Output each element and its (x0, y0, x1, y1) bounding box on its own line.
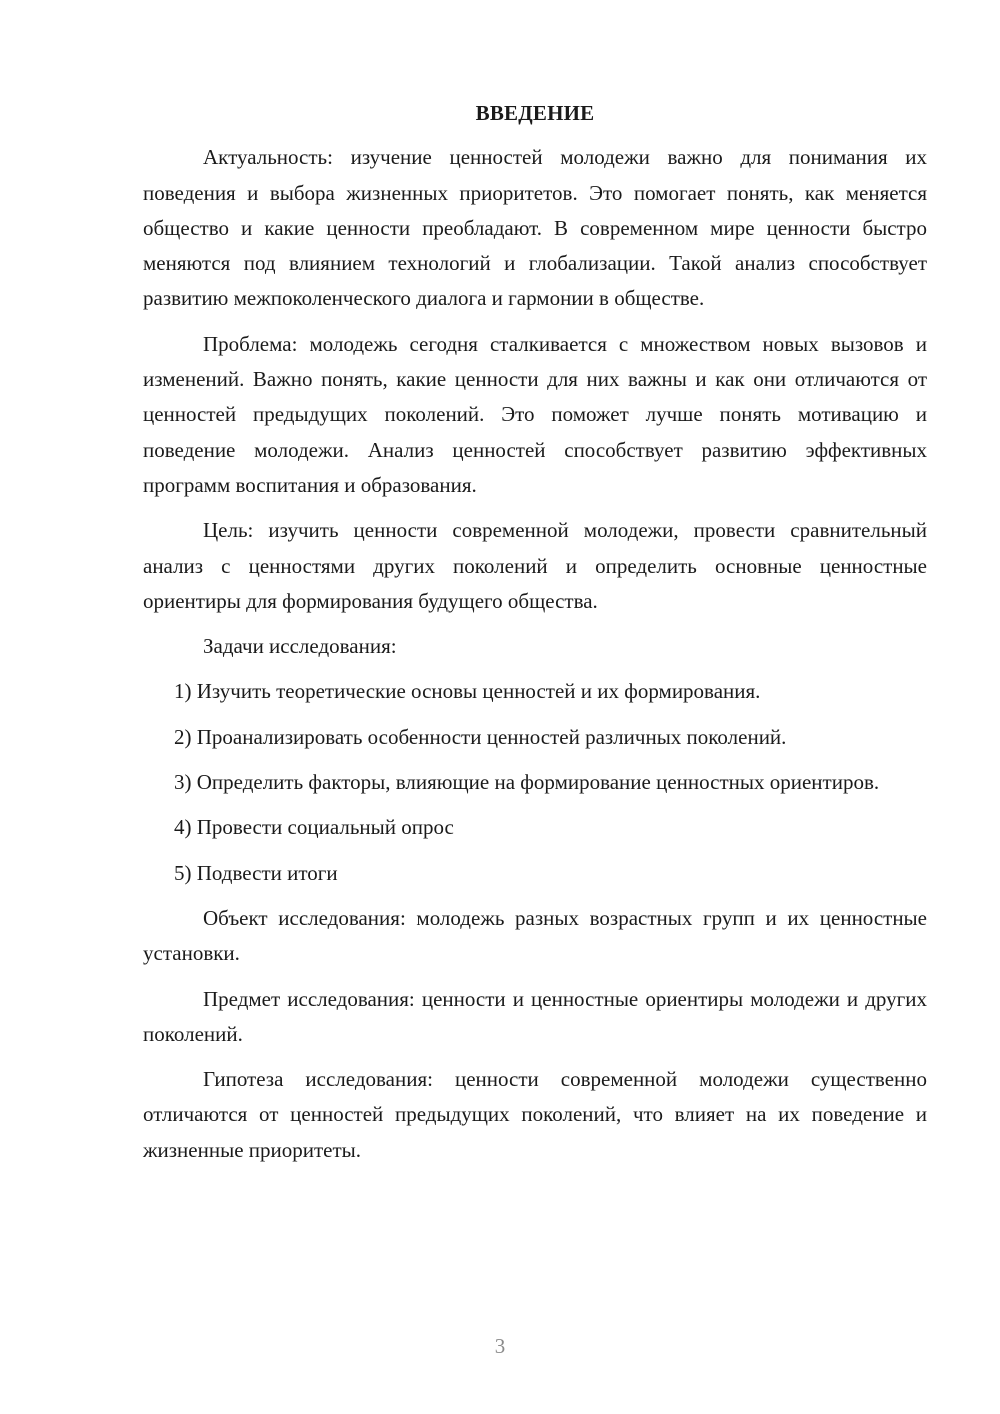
page-number: 3 (494, 1334, 506, 1358)
document-body (143, 96, 927, 1178)
task-item: 5) Подвести итоги (174, 860, 338, 885)
object-paragraph: Объект исследования: молодежь разных возрастных групп и их ценностные установки. (143, 905, 927, 966)
section-title: ВВЕДЕНИЕ (475, 101, 595, 125)
task-item: 1) Изучить теоретические основы ценностей и их формирования. (174, 679, 761, 704)
tasks-heading: Задачи исследования: (203, 634, 397, 659)
problem-paragraph: Проблема: молодежь сегодня сталкивается с множеством новых вызовов и изменений. Важно понять, какие ценности для них важны и как они отличаются от ценностей предыдущих поколений. Это поможет лучше понять мотивацию и поведение молодежи. Анализ ценностей способствует развитию эффективных программ воспитания и образования. (143, 331, 927, 497)
hypothesis-paragraph: Гипотеза исследования: ценности современной молодежи существенно отличаются от ценностей предыдущих поколений, что влияет на их поведение и жизненные приоритеты. (143, 1067, 927, 1162)
task-item: 3) Определить факторы, влияющие на формирование ценностных ориентиров. (174, 770, 880, 795)
task-item: 2) Проанализировать особенности ценностей различных поколений. (174, 724, 787, 749)
relevance-paragraph: Актуальность: изучение ценностей молодежи важно для понимания их поведения и выбора жизненных приоритетов. Это помогает понять, как меняется общество и какие ценности преобладают. В современном мире ценности быстро меняются под влиянием технологий и глобализации. Такой анализ способствует развитию межпоколенческого диалога и гармонии в обществе. (143, 145, 927, 311)
task-item: 4) Провести социальный опрос (174, 815, 454, 840)
subject-paragraph: Предмет исследования: ценности и ценностные ориентиры молодежи и других поколений. (143, 986, 927, 1046)
goal-paragraph: Цель: изучить ценности современной молодежи, провести сравнительный анализ с ценностями других поколений и определить основные ценностные ориентиры для формирования будущего общества. (143, 518, 927, 613)
